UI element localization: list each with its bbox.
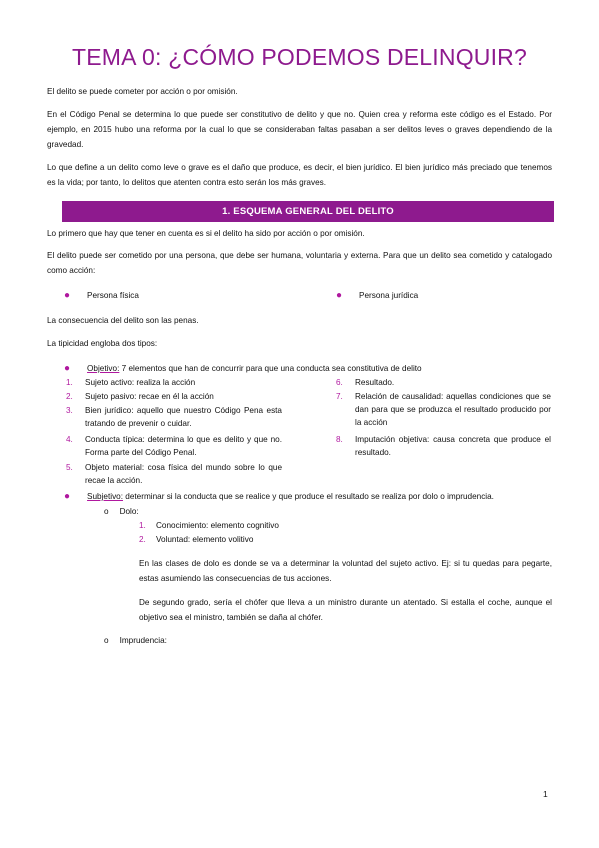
list-item: Resultado.: [355, 378, 395, 387]
bullet-icon: ●: [64, 491, 71, 502]
list-item: Objeto material: cosa física del mundo sobre lo que recae la acción.: [85, 463, 282, 485]
list-item: Conducta típica: determina lo que es delito y que no. Forma parte del Código Penal.: [85, 435, 282, 457]
paragraph-dolo-segundo-grado: De segundo grado, sería el chófer que lleva a un ministro durante un atentado. Si estalla el coche, aunque el objetivo sea el ministro, también se daña al chófer.: [139, 598, 552, 622]
list-item-label: Persona jurídica: [359, 291, 419, 300]
circle-bullet-icon: o: [104, 636, 109, 645]
list-item: Sujeto pasivo: recae en él la acción: [85, 392, 214, 401]
page-number: 1: [543, 789, 548, 799]
paragraph-penas: La consecuencia del delito son las penas.: [47, 316, 199, 325]
list-item: Imputación objetiva: causa concreta que produce el resultado.: [355, 435, 551, 457]
subjetivo-label: Subjetivo:: [87, 492, 124, 501]
circle-bullet-icon: o: [104, 507, 109, 516]
item-number: 1.: [139, 521, 146, 530]
paragraph-tipicidad: La tipicidad engloba dos tipos:: [47, 339, 158, 348]
imprudencia-label: Imprudencia:: [119, 636, 167, 645]
objetivo-label: Objetivo:: [87, 364, 120, 373]
item-number: 2.: [66, 392, 73, 401]
item-number: 5.: [66, 463, 73, 472]
bullet-icon: ●: [64, 363, 71, 374]
paragraph-persona: El delito puede ser cometido por una persona, que debe ser humana, voluntaria y externa. Para que un delito sea cometido y catalogado como acción:: [47, 251, 552, 275]
paragraph-accion-omision: Lo primero que hay que tener en cuenta es si el delito ha sido por acción o por omisión.: [47, 229, 365, 238]
paragraph-intro: El delito se puede cometer por acción o por omisión.: [47, 87, 238, 96]
list-item-persona-fisica: [64, 289, 139, 302]
bullet-icon: ●: [64, 290, 71, 301]
list-item-subjetivo: [64, 490, 554, 503]
item-number: 7.: [336, 392, 343, 401]
section-heading: 1. ESQUEMA GENERAL DEL DELITO: [62, 201, 554, 222]
bullet-icon: ●: [336, 290, 343, 301]
list-item-persona-juridica: [336, 289, 418, 302]
list-item: Conocimiento: elemento cognitivo: [156, 521, 279, 530]
item-number: 1.: [66, 378, 73, 387]
list-item: Sujeto activo: realiza la acción: [85, 378, 196, 387]
list-item-objetivo: [64, 362, 554, 375]
list-item: Relación de causalidad: aquellas condiciones que se dan para que se produzca el resultado producido por la acción: [355, 392, 551, 427]
document-title: TEMA 0: ¿CÓMO PODEMOS DELINQUIR?: [72, 44, 527, 70]
subjetivo-text: determinar si la conducta que se realice y que produce el resultado se realiza por dolo o imprudencia.: [123, 492, 494, 501]
item-number: 4.: [66, 435, 73, 444]
paragraph-dolo-clases: En las clases de dolo es donde se va a determinar la voluntad del sujeto activo. Ej: si tu quedas para pegarte, estas asumiendo las consecuencias de tus acciones.: [139, 559, 552, 583]
paragraph-codigo-penal: En el Código Penal se determina lo que puede ser constitutivo de delito y que no. Quien crea y reforma este código es el Estado. Por ejemplo, en 2015 hubo una reforma por la cual lo que se consideraban faltas pasaban a ser delitos leves o graves dependiendo de la gravedad.: [47, 110, 552, 149]
list-item-dolo: [104, 505, 139, 518]
item-number: 2.: [139, 535, 146, 544]
item-number: 6.: [336, 378, 343, 387]
dolo-label: Dolo:: [119, 507, 139, 516]
objetivo-text: 7 elementos que han de concurrir para que una conducta sea constitutiva de delito: [119, 364, 422, 373]
list-item: Voluntad: elemento volitivo: [156, 535, 254, 544]
list-item-imprudencia: [104, 634, 167, 647]
paragraph-leve-grave: Lo que define a un delito como leve o grave es el daño que produce, es decir, el bien jurídico. El bien jurídico más preciado que tenemos es la vida; por tanto, lo delitos que atenten contra esto serán los más graves.: [47, 163, 552, 187]
item-number: 8.: [336, 435, 343, 444]
list-item-label: Persona física: [87, 291, 139, 300]
list-item: Bien jurídico: aquello que nuestro Código Pena esta tratando de prevenir o cuidar.: [85, 406, 282, 428]
item-number: 3.: [66, 406, 73, 415]
